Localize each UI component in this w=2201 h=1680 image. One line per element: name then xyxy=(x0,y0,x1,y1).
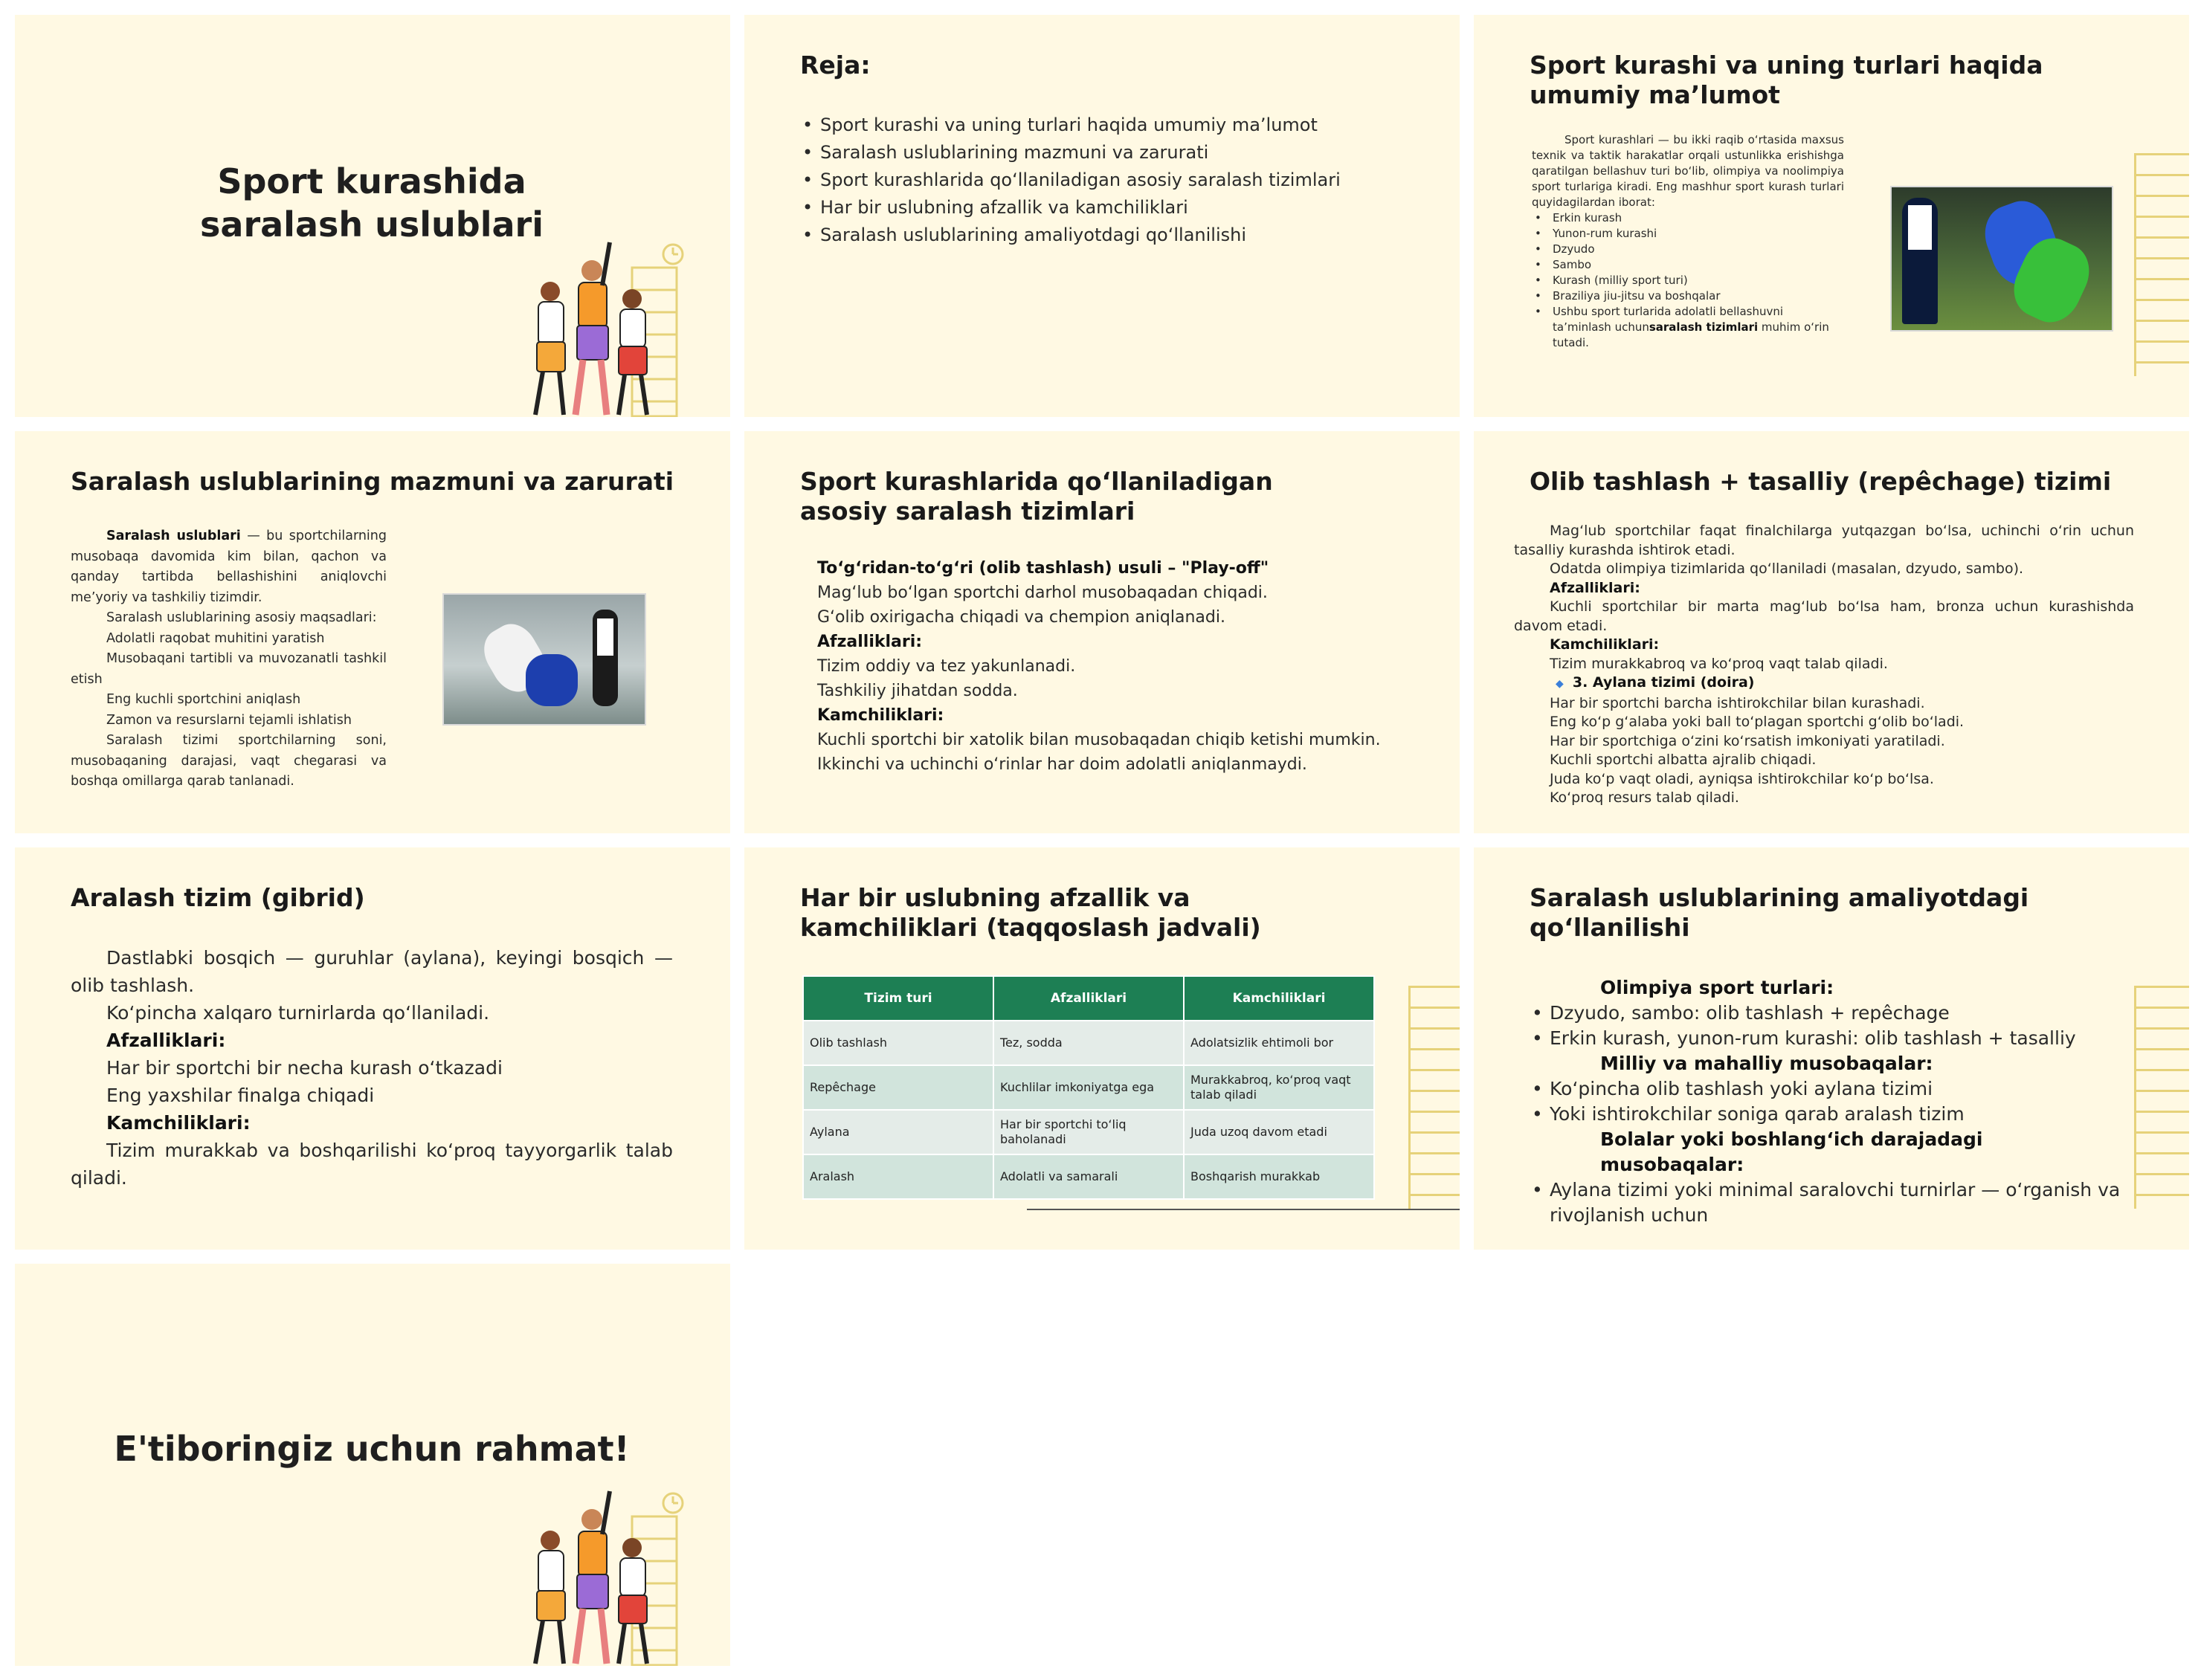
table-cell: Tez, sodda xyxy=(993,1021,1184,1065)
purpose-definition: Saralash uslublari — bu sportchilarning musobaqa davomida kim bilan, qachon va qanday tartibda bellashishini aniqlovchi me’yoriy va tashkiliy tizimdir. xyxy=(71,529,387,605)
slide-9-title: Saralash uslublarining amaliyotdagi qo‘llanilishi xyxy=(1530,883,2029,942)
slide-systems xyxy=(744,431,1460,833)
overview-intro: Sport kurashlari — bu ikki raqib o‘rtasida maxsus texnik va taktik harakatlar orqali ustunlikka erishishga qaratilgan bellashuv turi bo‘lib, olimpiya va noolimpiya sport turlariga kiradi. Eng mashhur sport kurash turlari quyidagilardan iborat: xyxy=(1532,133,1844,209)
national-title: Milliy va mahalliy musobaqalar: xyxy=(1600,1053,1933,1074)
slide-7-title: Aralash tizim (gibrid) xyxy=(71,883,365,912)
slide-3-title: Sport kurashi va uning turlari haqida umumiy ma’lumot xyxy=(1530,51,2043,109)
children-list xyxy=(1532,1177,2127,1228)
repechage-p2: Odatda olimpiya tizimlarida qo‘llaniladi (masalan, dzyudo, sambo). xyxy=(1550,560,2024,577)
hybrid-p1: Dastlabki bosqich — guruhlar (aylana), keyingi bosqich — olib tashlash. xyxy=(71,947,673,996)
wrestling-type-last: • Ushbu sport turlarida adolatli bellashuvni ta’minlash uchunsaralash tizimlari muhim o‘rin tutadi. xyxy=(1535,304,1844,351)
practice-item: • Dzyudo, sambo: olib tashlash + repêchage xyxy=(1532,1001,2127,1026)
disadvantage-item: Tizim murakkab va boshqarilishi ko‘proq tayyorgarlik talab qiladi. xyxy=(71,1140,673,1189)
slide-8-title: Har bir uslubning afzallik va kamchiliklari (taqqoslash jadvali) xyxy=(800,883,1261,942)
round-robin-item: Kuchli sportchi albatta ajralib chiqadi. xyxy=(1550,752,1817,768)
table-header-row xyxy=(803,976,1374,1021)
slide-practice xyxy=(1474,847,2189,1250)
goal-item: Eng kuchli sportchini aniqlash xyxy=(106,692,301,707)
table-row xyxy=(803,1065,1374,1110)
playoff-desc: Mag‘lub bo‘lgan sportchi darhol musobaqadan chiqadi. xyxy=(817,584,1268,602)
ladder-decoration xyxy=(2134,153,2189,376)
plan-list xyxy=(802,112,1412,249)
table-row xyxy=(803,1154,1374,1199)
advantage-item: Tizim oddiy va tez yakunlanadi. xyxy=(817,657,1076,676)
sport-people-illustration xyxy=(521,238,692,417)
practice-item: • Ko‘pincha olib tashlash yoki aylana tizimi xyxy=(1532,1076,2127,1102)
hybrid-text xyxy=(71,944,673,1192)
disadvantage-item: Kuchli sportchi bir xatolik bilan musobaqadan chiqib ketishi mumkin. xyxy=(817,731,1381,749)
diamond-bullet-icon: ◆ xyxy=(1556,678,1564,690)
plan-item: • Saralash uslublarining mazmuni va zarurati xyxy=(802,139,1412,167)
systems-text xyxy=(817,556,1412,777)
slide-repechage xyxy=(1474,431,2189,833)
advantages-title: Afzalliklari: xyxy=(1550,579,1640,596)
advantages-title: Afzalliklari: xyxy=(817,633,923,651)
judo-photo xyxy=(1890,186,2113,332)
table-row xyxy=(803,1110,1374,1154)
olympic-title: Olimpiya sport turlari: xyxy=(1600,977,1834,998)
wrestling-type: • Kurash (milliy sport turi) xyxy=(1535,273,1844,288)
advantage-item: Eng yaxshilar finalga chiqadi xyxy=(106,1085,375,1106)
slide-plan xyxy=(744,15,1460,417)
wrestling-photo xyxy=(442,593,646,726)
repechage-text xyxy=(1514,522,2134,808)
repechage-p1: Mag‘lub sportchilar faqat finalchilarga yutqazgan bo‘lsa, uchinchi o‘rin uchun tasalliy kurashda ishtirok etadi. xyxy=(1514,523,2134,558)
advantage-item: Har bir sportchi bir necha kurash o‘tkazadi xyxy=(106,1057,503,1079)
wrestling-type: • Yunon-rum kurashi xyxy=(1535,226,1844,242)
disadvantages-title: Kamchiliklari: xyxy=(817,706,944,725)
slide-4-title: Saralash uslublarining mazmuni va zarurati xyxy=(71,467,674,496)
goal-item: Musobaqani tartibli va muvozanatli tashkil etish xyxy=(71,651,387,687)
slide-6-title: Olib tashlash + tasalliy (repêchage) tizimi xyxy=(1530,467,2112,496)
table-cell: Boshqarish murakkab xyxy=(1184,1154,1374,1199)
round-robin-item: Eng ko‘p g‘alaba yoki ball to‘plagan sportchi g‘olib bo‘ladi. xyxy=(1550,714,1965,730)
purpose-conclusion: Saralash tizimi sportchilarning soni, musobaqaning darajasi, vaqt chegarasi va boshqa omillarga qarab tanlanadi. xyxy=(71,733,387,789)
goal-item: Zamon va resurslarni tejamli ishlatish xyxy=(106,712,352,728)
ladder-decoration xyxy=(1408,986,1460,1209)
round-robin-item: Har bir sportchi barcha ishtirokchilar bilan kurashadi. xyxy=(1550,694,1925,711)
table-cell: Kuchlilar imkoniyatga ega xyxy=(993,1065,1184,1110)
advantages-title: Afzalliklari: xyxy=(106,1030,226,1051)
round-robin-item: Ko‘proq resurs talab qiladi. xyxy=(1550,789,1739,806)
slide-purpose xyxy=(15,431,730,833)
goal-item: Adolatli raqobat muhitini yaratish xyxy=(106,630,325,646)
slide-2-title: Reja: xyxy=(800,51,871,80)
goals-title: Saralash uslublarining asosiy maqsadlari: xyxy=(106,610,377,625)
slide-comparison xyxy=(744,847,1460,1250)
round-robin-title: ◆ 3. Aylana tizimi (doira) xyxy=(1556,674,1755,691)
divider-line xyxy=(1027,1209,1460,1210)
sport-people-illustration xyxy=(521,1487,692,1666)
comparison-table xyxy=(802,975,1375,1200)
table-cell: Har bir sportchi to‘liq baholanadi xyxy=(993,1110,1184,1154)
playoff-desc: G‘olib oxirigacha chiqadi va chempion aniqlanadi. xyxy=(817,608,1225,627)
overview-text xyxy=(1532,132,1844,351)
slide-10-title: E'tiboringiz uchun rahmat! xyxy=(114,1429,630,1469)
table-cell: Adolatli va samarali xyxy=(993,1154,1184,1199)
table-header-cell: Kamchiliklari xyxy=(1184,976,1374,1021)
plan-item: • Sport kurashi va uning turlari haqida umumiy ma’lumot xyxy=(802,112,1412,139)
plan-item: • Har bir uslubning afzallik va kamchiliklari xyxy=(802,194,1412,222)
children-title: Bolalar yoki boshlang‘ich darajadagi musobaqalar: xyxy=(1600,1128,1983,1175)
purpose-text xyxy=(71,526,387,792)
slide-title xyxy=(15,15,730,417)
plan-item: • Sport kurashlarida qo‘llaniladigan asosiy saralash tizimlari xyxy=(802,167,1412,194)
table-cell: Juda uzoq davom etadi xyxy=(1184,1110,1374,1154)
practice-text xyxy=(1532,975,2127,1228)
playoff-method: To‘g‘ridan-to‘g‘ri (olib tashlash) usuli – "Play-off" xyxy=(817,559,1269,578)
table-cell: Olib tashlash xyxy=(803,1021,993,1065)
disadvantage-item: Ikkinchi va uchinchi o‘rinlar har doim adolatli aniqlanmaydi. xyxy=(817,755,1307,774)
table-cell: Aylana xyxy=(803,1110,993,1154)
table-header-cell: Afzalliklari xyxy=(993,976,1184,1021)
wrestling-types-list xyxy=(1535,210,1844,351)
table-cell: Murakkabroq, ko‘proq vaqt talab qiladi xyxy=(1184,1065,1374,1110)
round-robin-item: Juda ko‘p vaqt oladi, ayniqsa ishtirokchilar ko‘p bo‘lsa. xyxy=(1550,770,1934,787)
slide-thanks xyxy=(15,1264,730,1666)
wrestling-type: • Erkin kurash xyxy=(1535,210,1844,226)
ladder-decoration xyxy=(2134,986,2189,1209)
practice-item: • Erkin kurash, yunon-rum kurashi: olib tashlash + tasalliy xyxy=(1532,1026,2127,1051)
slide-overview xyxy=(1474,15,2189,417)
round-robin-item: Har bir sportchiga o‘zini ko‘rsatish imkoniyati yaratiladi. xyxy=(1550,732,1945,749)
wrestling-type: • Sambo xyxy=(1535,257,1844,273)
practice-item: • Yoki ishtirokchilar soniga qarab aralash tizim xyxy=(1532,1102,2127,1127)
wrestling-type: • Braziliya jiu-jitsu va boshqalar xyxy=(1535,288,1844,304)
disadvantages-title: Kamchiliklari: xyxy=(1550,636,1660,653)
hybrid-p2: Ko‘pincha xalqaro turnirlarda qo‘llaniladi. xyxy=(106,1002,490,1024)
plan-item: • Saralash uslublarining amaliyotdagi qo‘llanilishi xyxy=(802,222,1412,249)
national-list xyxy=(1532,1076,2127,1127)
slide-hybrid xyxy=(15,847,730,1250)
slide-1-title: Sport kurashida saralash uslublari xyxy=(200,161,544,245)
table-cell: Repêchage xyxy=(803,1065,993,1110)
table-cell: Adolatsizlik ehtimoli bor xyxy=(1184,1021,1374,1065)
table-row xyxy=(803,1021,1374,1065)
table-header-cell: Tizim turi xyxy=(803,976,993,1021)
table-cell: Aralash xyxy=(803,1154,993,1199)
disadvantage-item: Tizim murakkabroq va ko‘proq vaqt talab qiladi. xyxy=(1550,655,1888,672)
wrestling-type: • Dzyudo xyxy=(1535,242,1844,257)
olympic-list xyxy=(1532,1001,2127,1051)
practice-item: • Aylana tizimi yoki minimal saralovchi turnirlar — o‘rganish va rivojlanish uchun xyxy=(1532,1177,2127,1228)
advantage-item: Kuchli sportchilar bir marta mag‘lub bo‘lsa ham, bronza uchun kurashishda davom etadi. xyxy=(1514,598,2134,634)
disadvantages-title: Kamchiliklari: xyxy=(106,1112,251,1134)
advantage-item: Tashkiliy jihatdan sodda. xyxy=(817,682,1018,700)
slide-5-title: Sport kurashlarida qo‘llaniladigan asosiy saralash tizimlari xyxy=(800,467,1273,526)
